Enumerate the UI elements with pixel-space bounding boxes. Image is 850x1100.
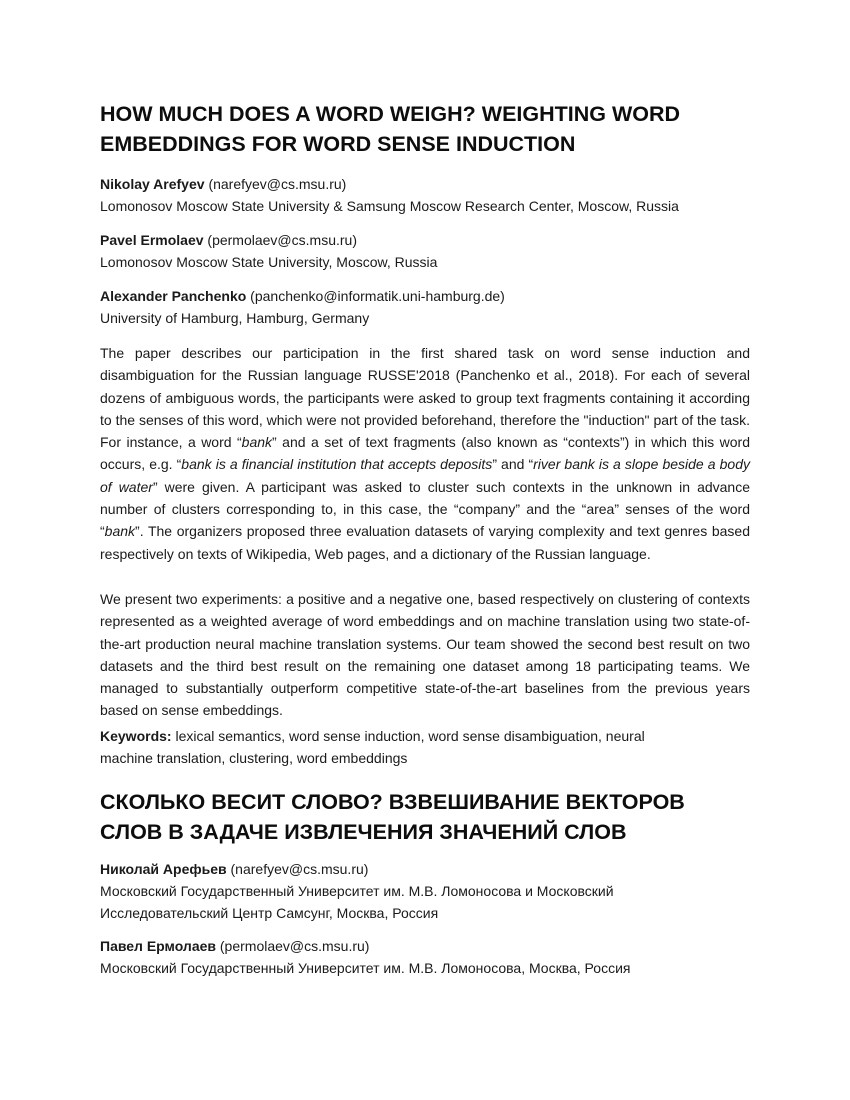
english-title-line-1: HOW MUCH DOES A WORD WEIGH? WEIGHTING WORD	[100, 102, 681, 126]
author-line	[100, 173, 679, 195]
author-line	[100, 935, 630, 957]
author-affiliation-line-1: Московский Государственный Университет им. М.В. Ломоносова, Москва, Россия	[100, 960, 631, 976]
keywords-line-1	[100, 725, 750, 747]
abstract-italic-example: bank is a financial institution that accepts deposits	[181, 456, 493, 473]
keywords-line-2: machine translation, clustering, word embeddings	[100, 750, 408, 766]
russian-title	[100, 787, 760, 847]
english-title-line-2: EMBEDDINGS FOR WORD SENSE INDUCTION	[100, 132, 576, 156]
author-affiliation-line-2: Исследовательский Центр Самсунг, Москва, Россия	[100, 905, 439, 921]
author-affiliation: Lomonosov Moscow State University, Moscow, Russia	[100, 254, 438, 270]
author-name: Павел Ермолаев	[100, 938, 216, 954]
abstract-italic-term: bank	[241, 434, 273, 451]
author-block-arefyev	[100, 173, 679, 217]
keywords	[100, 725, 750, 769]
russian-title-line-2: СЛОВ В ЗАДАЧЕ ИЗВЛЕЧЕНИЯ ЗНАЧЕНИЙ СЛОВ	[100, 820, 627, 844]
abstract-paragraph-2: We present two experiments: a positive and a negative one, based respectively on clustering of contexts represented as a weighted average of word embeddings and on machine translation using two state-of-the-art production neural machine translation systems. Our team showed the second best result on two datasets and the third best result on the remaining one dataset among 18 participating teams. We managed to substantially outperform competitive state-of-the-art baselines from the previous years based on sense embeddings.	[100, 591, 750, 719]
abstract-text: ”. The organizers proposed three evaluation datasets of varying complexity and text genres based respectively on texts of Wikipedia, Web pages, and a dictionary of the Russian language.	[100, 523, 750, 562]
author-affiliation: Lomonosov Moscow State University & Samsung Moscow Research Center, Moscow, Russia	[100, 198, 679, 214]
author-email: (permolaev@cs.msu.ru)	[207, 232, 357, 248]
abstract-text: ” were given. A participant was asked to cluster such contexts in the unknown in advance number of clusters corresponding to, in this case, the “company” and the “area” senses of the word “	[100, 478, 750, 540]
russian-author-block-ermolaev	[100, 935, 630, 979]
author-line	[100, 285, 505, 307]
keywords-text: lexical semantics, word sense induction, word sense disambiguation, neural	[171, 728, 645, 744]
abstract-paragraph-1	[100, 342, 750, 565]
author-name: Nikolay Arefyev	[100, 176, 205, 192]
abstract-italic-term: bank	[104, 523, 136, 540]
author-block-ermolaev	[100, 229, 437, 273]
author-email: (narefyev@cs.msu.ru)	[208, 176, 347, 192]
author-affiliation-line-1: Московский Государственный Университет им. М.В. Ломоносова и Московский	[100, 883, 614, 899]
abstract-text: The paper describes our participation in the first shared task on word sense induction and disambiguation for the Russian language RUSSE'2018 (Panchenko et al., 2018). For each of several dozens of ambiguous words, the participants were asked to group text fragments containing it according to the senses of this word, which were not provided beforehand, therefore the "induction" part of the task. For instance, a word “	[100, 345, 750, 451]
author-email: (narefyev@cs.msu.ru)	[230, 861, 369, 877]
russian-author-block-arefyev	[100, 858, 614, 924]
author-name: Pavel Ermolaev	[100, 232, 204, 248]
author-line	[100, 858, 614, 880]
author-affiliation: University of Hamburg, Hamburg, Germany	[100, 310, 370, 326]
keywords-label: Keywords:	[100, 728, 172, 744]
russian-title-line-1: СКОЛЬКО ВЕСИТ СЛОВО? ВЗВЕШИВАНИЕ ВЕКТОРОВ	[100, 790, 685, 814]
abstract-text: ” and a set of text fragments (also known as “contexts”) in which this word occurs, e.g. “	[100, 434, 750, 473]
author-line	[100, 229, 437, 251]
author-email: (permolaev@cs.msu.ru)	[219, 938, 370, 954]
abstract-italic-example: river bank is a slope beside a body of water	[100, 456, 750, 495]
abstract-text: ” and “	[492, 456, 534, 473]
author-name: Alexander Panchenko	[100, 288, 247, 304]
author-name: Николай Арефьев	[100, 861, 227, 877]
english-title	[100, 99, 760, 159]
author-block-panchenko	[100, 285, 505, 329]
author-email: (panchenko@informatik.uni-hamburg.de)	[250, 288, 505, 304]
